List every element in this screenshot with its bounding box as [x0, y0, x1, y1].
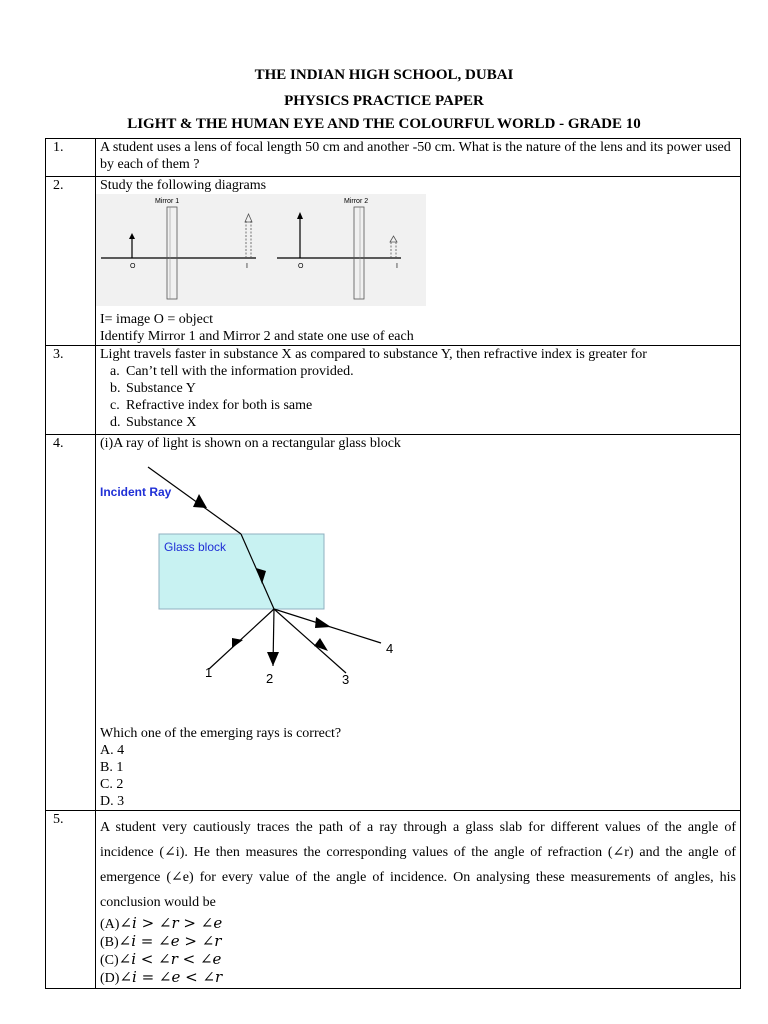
option-d: (D)∠i = ∠e < ∠r [100, 968, 223, 986]
option-c: (C)∠i < ∠r < ∠e [100, 950, 222, 968]
mirror-2-label: Mirror 2 [344, 198, 369, 205]
image-label: I [396, 263, 398, 270]
option-b: b. Substance Y [110, 381, 196, 396]
ray-2-label: 2 [266, 671, 274, 686]
question-instruction: Identify Mirror 1 and Mirror 2 and state one use of each [100, 329, 414, 344]
mirror-1-label: Mirror 1 [155, 198, 180, 205]
question-row-4 [46, 435, 741, 811]
questions-table [45, 138, 741, 989]
question-text: Study the following diagrams [100, 178, 267, 193]
ray-4-label: 4 [386, 641, 394, 656]
option-d: D. 3 [100, 794, 125, 809]
option-c: c. Refractive index for both is same [110, 398, 313, 413]
glass-block-diagram [96, 455, 436, 705]
question-number: 2. [46, 177, 96, 346]
ray-1-label: 1 [205, 665, 213, 680]
question-text: A student uses a lens of focal length 50 cm and another -50 cm. What is the nature of the lens and its power used by each of them ? [96, 139, 741, 177]
question-text: A student very cautiously traces the path of a ray through a glass slab for different values of the angle of incidence (∠i). He then measures the corresponding values of the angle of refraction (∠r) and the angle of emergence (∠e) for every value of the angle of incidence. On analysing these measurements of angles, his conclusion would be [100, 820, 736, 910]
diagram-legend: I= image O = object [100, 312, 213, 327]
question-number: 4. [46, 435, 96, 811]
object-label: O [298, 263, 304, 270]
ray-3-label: 3 [342, 672, 350, 687]
topic-title: LIGHT & THE HUMAN EYE AND THE COLOURFUL WORLD - GRADE 10 [127, 116, 641, 132]
option-d: d. Substance X [110, 415, 197, 430]
incident-ray-label: Incident Ray [100, 485, 172, 499]
question-row-1 [46, 139, 741, 177]
option-a: a. Can’t tell with the information provided. [110, 364, 354, 379]
question-row-3 [46, 346, 741, 435]
school-title: THE INDIAN HIGH SCHOOL, DUBAI [254, 67, 514, 83]
mirror-diagram [96, 194, 426, 306]
question-number: 3. [46, 346, 96, 435]
option-a: A. 4 [100, 743, 125, 758]
paper-title: PHYSICS PRACTICE PAPER [284, 93, 484, 109]
question-prompt: Which one of the emerging rays is correct? [100, 726, 342, 741]
question-text: Light travels faster in substance X as compared to substance Y, then refractive index is greater for [100, 347, 647, 362]
glass-block-label: Glass block [164, 540, 227, 554]
option-b: (B)∠i = ∠e > ∠r [100, 932, 222, 950]
question-number: 1. [46, 139, 96, 177]
option-b: B. 1 [100, 760, 124, 775]
option-c: C. 2 [100, 777, 124, 792]
object-label: O [130, 263, 136, 270]
question-row-2 [46, 177, 741, 346]
question-row-5 [46, 811, 741, 989]
question-text: (i)A ray of light is shown on a rectangular glass block [100, 436, 401, 451]
image-label: I [246, 263, 248, 270]
question-number: 5. [46, 811, 96, 989]
options-list [100, 363, 736, 431]
option-a: (A)∠i > ∠r > ∠e [100, 914, 223, 932]
